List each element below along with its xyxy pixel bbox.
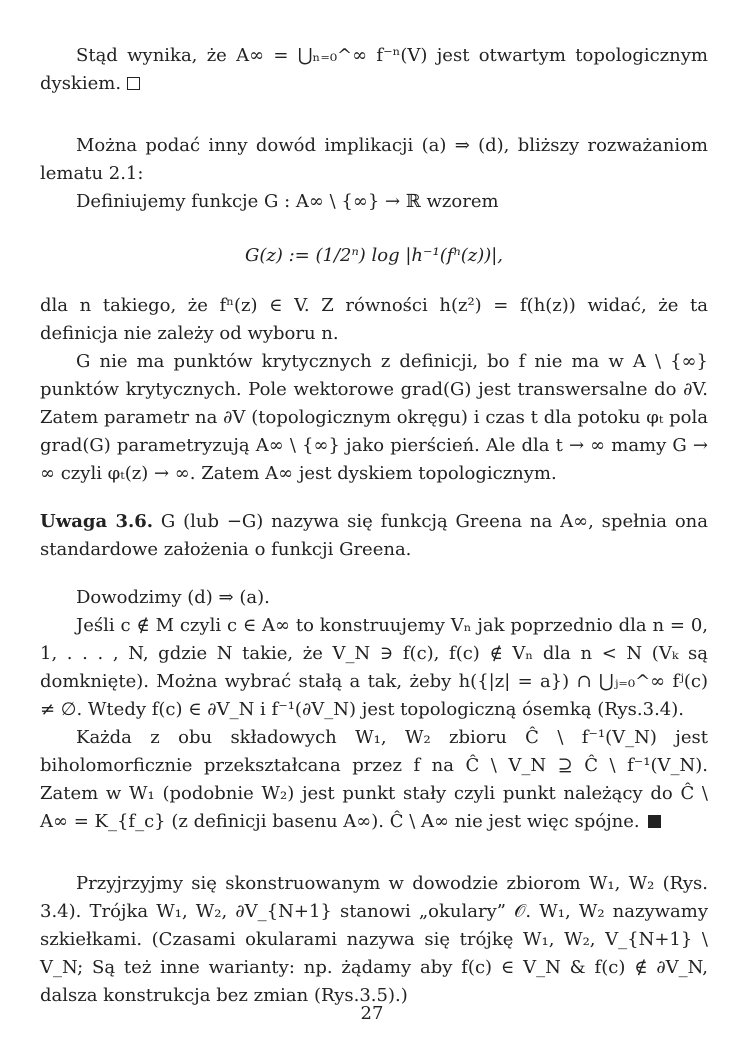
paragraph-2: Można podać inny dowód implikacji (a) ⇒ (d), bliższy rozważaniom lematu 2.1: bbox=[40, 135, 708, 184]
page-content bbox=[40, 42, 708, 1010]
paragraph-5: G nie ma punktów krytycznych z definicji, bo f nie ma w A \ {∞} punktów krytycznych. Pole wektorowe grad(G) jest transwersalne do ∂V. Zatem parametr na ∂V (topologicznym okręgu) i czas t dla potoku φₜ pola grad(G) parametryzują A∞ \ {∞} jako pierścień. Ale dla t → ∞ mamy G → ∞ czyli φₜ(z) → ∞. Zatem A∞ jest dyskiem topologicznym. bbox=[40, 351, 708, 484]
paragraph-1-text: Stąd wynika, że A∞ = ⋃ₙ₌₀^∞ f⁻ⁿ(V) jest otwartym topologicznym dyskiem. bbox=[40, 45, 708, 94]
qed-filled-square-icon bbox=[648, 815, 661, 828]
remark-text: G (lub −G) nazywa się funkcją Greena na A∞, spełnia ona standardowe założenia o funkcji Greena. bbox=[40, 511, 708, 560]
remark-3-6 bbox=[40, 508, 708, 564]
green-function-formula: G(z) := (1/2ⁿ) log |h⁻¹(fⁿ(z))|, bbox=[244, 245, 504, 266]
qed-square-icon bbox=[127, 77, 140, 90]
paragraph-9 bbox=[40, 724, 708, 836]
paragraph-8: Jeśli c ∉ M czyli c ∈ A∞ to konstruujemy Vₙ jak poprzednio dla n = 0, 1, . . . , N, gdzie N takie, że V_N ∋ f(c), f(c) ∉ Vₙ dla n < N (Vₖ są domknięte). Można wybrać stałą a tak, żeby h({|z| = a}) ∩ ⋃ⱼ₌₀^∞ fʲ(c) ≠ ∅. Wtedy f(c) ∈ ∂V_N i f⁻¹(∂V_N) jest topologiczną ósemką (Rys.3.4). bbox=[40, 615, 708, 720]
paragraph-3: Definiujemy funkcje G : A∞ \ {∞} → ℝ wzorem bbox=[76, 191, 499, 212]
paragraph-10: Przyjrzyjmy się skonstruowanym w dowodzie zbiorom W₁, W₂ (Rys. 3.4). Trójka W₁, W₂, ∂V_{N+1} stanowi „okulary” 𝒪. W₁, W₂ nazywamy szkiełkami. (Czasami okularami nazywa się trójkę W₁, W₂, V_{N+1} \ V_N; Są też inne warianty: np. żądamy aby f(c) ∈ V_N & f(c) ∉ ∂V_N, dalsza konstrukcja bez zmian (Rys.3.5).) bbox=[40, 873, 708, 1006]
paragraph-9-text: Każda z obu składowych W₁, W₂ zbioru Ĉ \ f⁻¹(V_N) jest biholomorficznie przekształcana przez f na Ĉ \ V_N ⊇ Ĉ \ f⁻¹(V_N). Zatem w W₁ (podobnie W₂) jest punkt stały czyli punkt należący do Ĉ \ A∞ = K_{f_c} (z definicji basenu A∞). Ĉ \ A∞ nie jest więc spójne. bbox=[40, 727, 708, 832]
page-number: 27 bbox=[360, 1003, 384, 1024]
paragraph-4: dla n takiego, że fⁿ(z) ∈ V. Z równości h(z²) = f(h(z)) widać, że ta definicja nie zależy od wyboru n. bbox=[40, 295, 708, 344]
paragraph-1 bbox=[40, 42, 708, 98]
paragraph-proof-d-a: Dowodzimy (d) ⇒ (a). bbox=[76, 587, 270, 608]
remark-label: Uwaga 3.6. bbox=[40, 511, 154, 532]
